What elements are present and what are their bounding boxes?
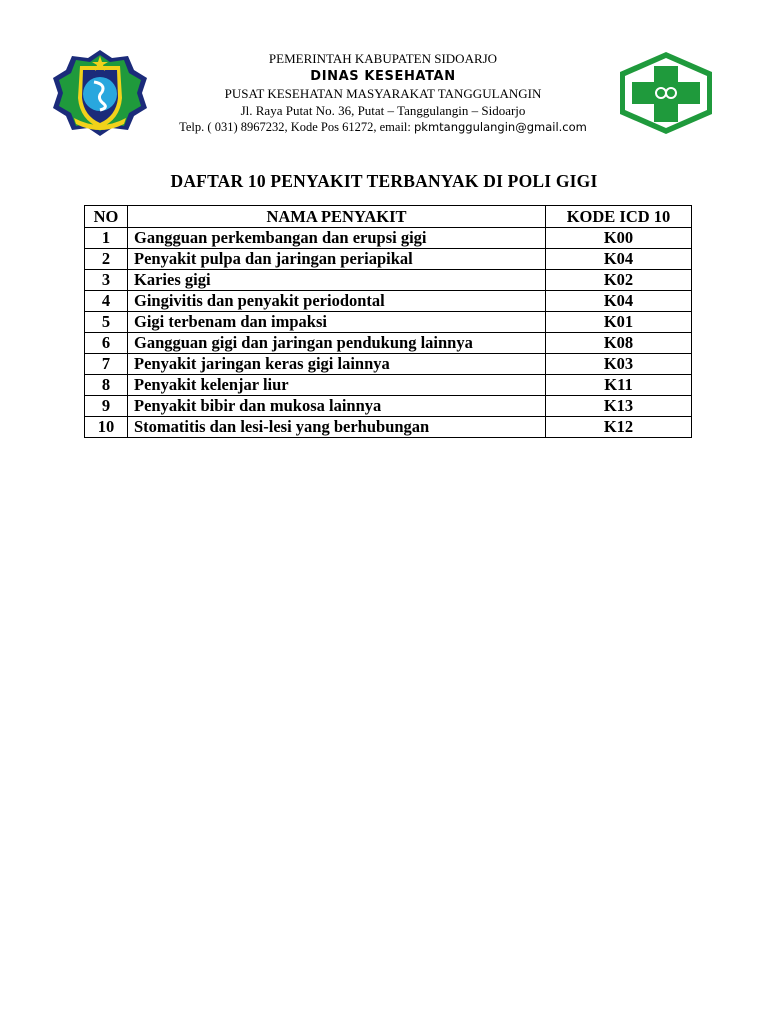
table-row xyxy=(85,312,692,333)
letterhead-text xyxy=(150,50,616,136)
table-row xyxy=(85,291,692,312)
icd-code: K01 xyxy=(546,312,692,333)
row-number: 1 xyxy=(85,228,128,249)
row-number: 6 xyxy=(85,333,128,354)
row-number: 10 xyxy=(85,417,128,438)
disease-name: Stomatitis dan lesi-lesi yang berhubungan xyxy=(128,417,546,438)
letterhead xyxy=(0,0,768,140)
document-title: DAFTAR 10 PENYAKIT TERBANYAK DI POLI GIGI xyxy=(170,171,598,191)
disease-name: Gingivitis dan penyakit periodontal xyxy=(128,291,546,312)
institution-name: PUSAT KESEHATAN MASYARAKAT TANGGULANGIN xyxy=(224,86,542,101)
header-disease-name: NAMA PENYAKIT xyxy=(128,206,546,228)
row-number: 3 xyxy=(85,270,128,291)
row-number: 9 xyxy=(85,396,128,417)
icd-code: K11 xyxy=(546,375,692,396)
icd-code: K04 xyxy=(546,291,692,312)
sidoarjo-crest-icon xyxy=(50,48,150,138)
icd-code: K03 xyxy=(546,354,692,375)
table-row xyxy=(85,270,692,291)
row-number: 7 xyxy=(85,354,128,375)
header-icd-code: KODE ICD 10 xyxy=(546,206,692,228)
table-row xyxy=(85,228,692,249)
row-number: 4 xyxy=(85,291,128,312)
disease-name: Gangguan gigi dan jaringan pendukung lainnya xyxy=(128,333,546,354)
row-number: 2 xyxy=(85,249,128,270)
disease-name: Penyakit kelenjar liur xyxy=(128,375,546,396)
department-name: DINAS KESEHATAN xyxy=(310,69,456,84)
email-address: pkmtanggulangin@gmail.com xyxy=(414,120,587,134)
puskesmas-logo-icon xyxy=(616,50,716,136)
disease-name: Penyakit pulpa dan jaringan periapikal xyxy=(128,249,546,270)
disease-name: Gangguan perkembangan dan erupsi gigi xyxy=(128,228,546,249)
table-row xyxy=(85,375,692,396)
table-row xyxy=(85,417,692,438)
table-row xyxy=(85,396,692,417)
table-header-row xyxy=(85,206,692,228)
table-row xyxy=(85,249,692,270)
address: Jl. Raya Putat No. 36, Putat – Tanggulangin – Sidoarjo xyxy=(240,103,526,118)
government-name: PEMERINTAH KABUPATEN SIDOARJO xyxy=(268,51,498,66)
icd-code: K00 xyxy=(546,228,692,249)
disease-name: Karies gigi xyxy=(128,270,546,291)
disease-name: Penyakit jaringan keras gigi lainnya xyxy=(128,354,546,375)
row-number: 8 xyxy=(85,375,128,396)
disease-table xyxy=(84,205,692,438)
icd-code: K02 xyxy=(546,270,692,291)
disease-name: Gigi terbenam dan impaksi xyxy=(128,312,546,333)
icd-code: K08 xyxy=(546,333,692,354)
contact-line xyxy=(140,119,626,136)
icd-code: K04 xyxy=(546,249,692,270)
header-no: NO xyxy=(85,206,128,228)
icd-code: K13 xyxy=(546,396,692,417)
disease-name: Penyakit bibir dan mukosa lainnya xyxy=(128,396,546,417)
table-row xyxy=(85,354,692,375)
contact-info: Telp. ( 031) 8967232, Kode Pos 61272, email: xyxy=(179,120,414,134)
row-number: 5 xyxy=(85,312,128,333)
table-row xyxy=(85,333,692,354)
icd-code: K12 xyxy=(546,417,692,438)
